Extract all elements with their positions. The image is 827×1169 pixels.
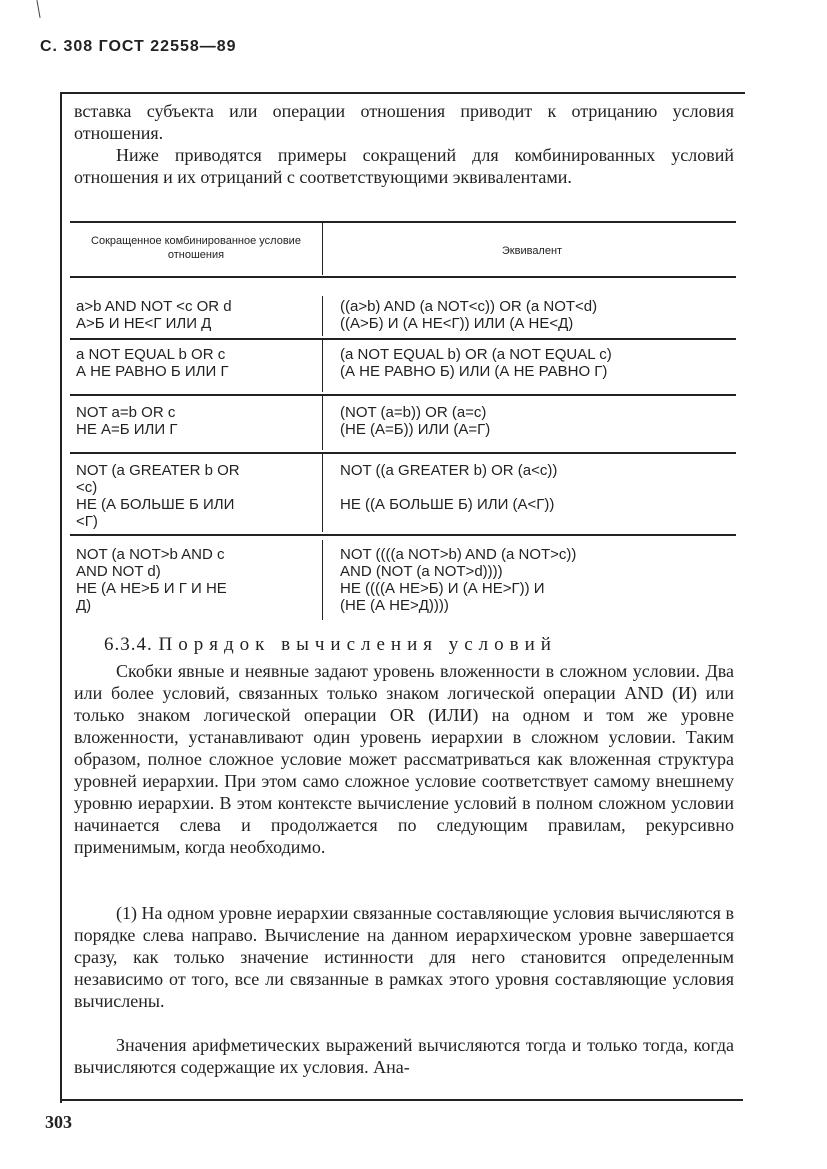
- page-header: С. 308 ГОСТ 22558—89: [40, 38, 237, 55]
- table-cell-right: (a NOT EQUAL b) OR (a NOT EQUAL c) (А НЕ РАВНО Б) ИЛИ (А НЕ РАВНО Г): [340, 346, 612, 380]
- section-title: Порядок вычисления условий: [158, 634, 557, 655]
- table-cell-left: NOT a=b OR c НЕ А=Б ИЛИ Г: [76, 404, 178, 438]
- table-top-rule: [70, 221, 736, 223]
- intro-paragraph-2: Ниже приводятся примеры сокращений для комбинированных условий отношения и их отрицаний с соответствующими эквивалентами.: [74, 145, 734, 187]
- body-paragraph-3: Значения арифметических выражений вычисляются тогда и только тогда, когда вычисляются содержащие их условия. Ана-: [74, 1035, 734, 1077]
- table-header-rule: [70, 276, 736, 278]
- table-cell-left: a>b AND NOT <c OR d А>Б И НЕ<Г ИЛИ Д: [76, 298, 232, 332]
- table-header-col2: Эквивалент: [501, 245, 563, 257]
- table-header-divider: [322, 223, 323, 275]
- table-cell-left: a NOT EQUAL b OR c А НЕ РАВНО Б ИЛИ Г: [76, 346, 229, 380]
- table-row-divider: [322, 296, 323, 336]
- section-number: 6.3.4.: [104, 634, 153, 655]
- table-cell-left: NOT (a NOT>b AND c AND NOT d) НЕ (А НЕ>Б И Г И НЕ Д): [76, 546, 227, 614]
- table-cell-right: (NOT (a=b)) OR (a=c) (НЕ (А=Б)) ИЛИ (А=Г): [340, 404, 491, 438]
- table-cell-right: ((a>b) AND (a NOT<c)) OR (a NOT<d) ((А>Б) И (А НЕ<Г)) ИЛИ (А НЕ<Д): [340, 298, 598, 332]
- table-row-divider: [322, 540, 323, 620]
- table-header-col1: Сокращенное комбинированное условие отношения: [91, 235, 301, 261]
- table-cell-right: NOT ((a GREATER b) OR (a<c)) НЕ ((А БОЛЬШЕ Б) ИЛИ (А<Г)): [340, 462, 558, 513]
- table-row-rule: [70, 394, 736, 396]
- table-row-divider: [322, 454, 323, 532]
- table-row-divider: [322, 396, 323, 450]
- table-row-divider: [322, 340, 323, 392]
- body-paragraph-2: (1) На одном уровне иерархии связанные составляющие условия вычисляются в порядке слева направо. Вычисление на данном иерархическом уровне завершается сразу, как только значение истинности для него становится определенным независимо от того, все ли связанные в рамках этого уровня составляющие условия вычислены.: [74, 903, 734, 1011]
- section-heading: [104, 634, 744, 656]
- table-cell-right: NOT ((((a NOT>b) AND (a NOT>c)) AND (NOT (a NOT>d)))) НЕ ((((А НЕ>Б) И (А НЕ>Г)) И (НЕ (А НЕ>Д)))): [340, 546, 577, 614]
- table-row-rule: [70, 452, 736, 454]
- page-number: 303: [45, 1112, 72, 1132]
- frame-bottom-rule: [62, 1099, 743, 1101]
- table-cell-left: NOT (a GREATER b OR <c) НЕ (А БОЛЬШЕ Б ИЛИ <Г): [76, 462, 240, 530]
- intro-paragraph-1: вставка субъекта или операции отношения приводит к отрицанию условия отношения.: [74, 101, 734, 143]
- table-row-rule: [70, 338, 736, 340]
- scan-mark: [36, 0, 40, 18]
- body-paragraph-1: Скобки явные и неявные задают уровень вложенности в сложном условии. Два или более условий, связанных только знаком логической операции AND (И) или только знаком логической операции OR (ИЛИ) на одном и том же уровне вложенности, устанавливают один уровень иерархии в сложном условии. Таким образом, полное сложное условие может рассматриваться как вложенная структура уровней иерархии. При этом само сложное условие соответствует самому внешнему уровню иерархии. В этом контексте вычисление условий в полном сложном условии начинается слева и продолжается по следующим правилам, рекурсивно применимым, когда необходимо.: [74, 661, 734, 857]
- table-row-rule: [70, 534, 736, 536]
